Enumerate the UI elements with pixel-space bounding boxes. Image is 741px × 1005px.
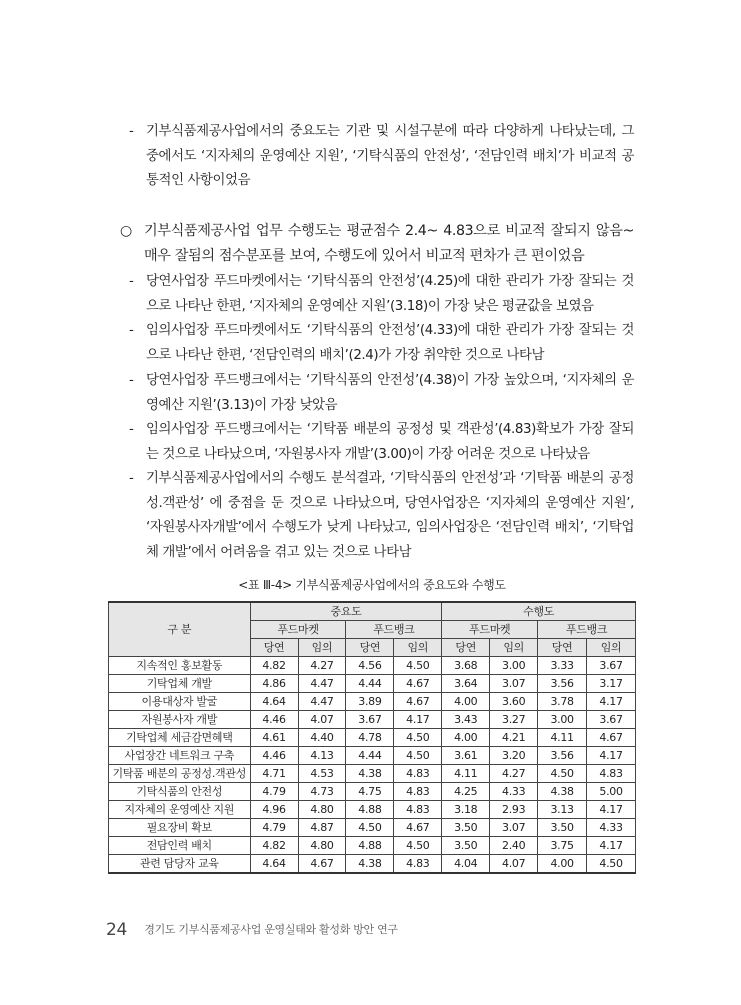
table-cell: 4.13 xyxy=(298,747,346,765)
row-label: 관련 담당자 교육 xyxy=(109,855,251,874)
table-cell: 4.40 xyxy=(298,729,346,747)
table-cell: 4.17 xyxy=(587,801,636,819)
performance-summary xyxy=(120,219,634,269)
table-cell: 4.71 xyxy=(250,765,298,783)
table-cell: 4.53 xyxy=(298,765,346,783)
row-label: 지자체의 운영예산 지원 xyxy=(109,801,251,819)
table-cell: 3.07 xyxy=(490,675,538,693)
table-cell: 3.43 xyxy=(442,711,490,729)
table-cell: 4.64 xyxy=(250,693,298,711)
table-cell: 3.60 xyxy=(490,693,538,711)
table-cell: 3.17 xyxy=(587,675,636,693)
table-cell: 4.67 xyxy=(394,819,442,837)
page-footer xyxy=(106,920,398,940)
table-cell: 4.64 xyxy=(250,855,298,874)
col-imui: 임의 xyxy=(298,639,346,657)
table-cell: 4.83 xyxy=(394,855,442,874)
table-cell: 4.46 xyxy=(250,747,298,765)
table-row xyxy=(109,855,636,874)
row-label: 필요장비 확보 xyxy=(109,819,251,837)
table-cell: 4.00 xyxy=(442,729,490,747)
header-performance-bank: 푸드뱅크 xyxy=(538,621,636,639)
table-cell: 4.67 xyxy=(587,729,636,747)
table-cell: 4.50 xyxy=(587,855,636,874)
table-cell: 3.33 xyxy=(538,657,587,675)
row-label: 지속적인 홍보활동 xyxy=(109,657,251,675)
table-cell: 3.50 xyxy=(442,819,490,837)
dash-marker: - xyxy=(129,373,134,388)
table-cell: 3.27 xyxy=(490,711,538,729)
row-label: 기탁품 배분의 공정성.객관성 xyxy=(109,765,251,783)
performance-summary-text: 기부식품제공사업 업무 수행도는 평균점수 2.4~ 4.83으로 비교적 잘되지 않음~ 매우 잘됨의 점수분포를 보여, 수행도에 있어서 비교적 편차가 큰 편이었음 xyxy=(144,223,634,264)
table-cell: 4.83 xyxy=(394,765,442,783)
table-cell: 4.50 xyxy=(346,819,394,837)
header-performance: 수행도 xyxy=(442,602,636,621)
table-row xyxy=(109,675,636,693)
table-cell: 4.50 xyxy=(538,765,587,783)
table-cell: 4.50 xyxy=(394,729,442,747)
table-cell: 4.07 xyxy=(298,711,346,729)
dash-marker: - xyxy=(129,422,134,437)
table-cell: 4.33 xyxy=(490,783,538,801)
table-cell: 4.27 xyxy=(298,657,346,675)
bullet-item xyxy=(129,319,634,368)
bullet-text: 당연사업장 푸드뱅크에서는 ‘기탁식품의 안전성’(4.38)이 가장 높았으며, ‘지자체의 운영예산 지원’(3.13)이 가장 낮았음 xyxy=(146,373,634,413)
table-cell: 4.38 xyxy=(346,765,394,783)
table-cell: 4.17 xyxy=(587,747,636,765)
table-cell: 4.00 xyxy=(442,693,490,711)
table-cell: 5.00 xyxy=(587,783,636,801)
table-cell: 4.82 xyxy=(250,837,298,855)
table-cell: 4.17 xyxy=(587,693,636,711)
table-cell: 4.83 xyxy=(394,801,442,819)
table-cell: 4.00 xyxy=(538,855,587,874)
table-row xyxy=(109,837,636,855)
table-cell: 3.18 xyxy=(442,801,490,819)
dash-marker: - xyxy=(129,274,134,289)
dash-marker: - xyxy=(129,124,134,139)
table-cell: 4.17 xyxy=(587,837,636,855)
table-cell: 3.61 xyxy=(442,747,490,765)
row-label: 이용대상자 발굴 xyxy=(109,693,251,711)
table-cell: 3.68 xyxy=(442,657,490,675)
table-cell: 3.67 xyxy=(587,657,636,675)
table-row xyxy=(109,693,636,711)
table-cell: 4.11 xyxy=(442,765,490,783)
col-imui: 임의 xyxy=(587,639,636,657)
table-cell: 3.56 xyxy=(538,747,587,765)
table-cell: 4.96 xyxy=(250,801,298,819)
table-cell: 4.73 xyxy=(298,783,346,801)
table-cell: 4.75 xyxy=(346,783,394,801)
table-cell: 4.87 xyxy=(298,819,346,837)
bullet-item xyxy=(129,418,634,467)
dash-marker: - xyxy=(129,323,134,338)
table-row xyxy=(109,819,636,837)
table-cell: 4.04 xyxy=(442,855,490,874)
row-label: 전담인력 배치 xyxy=(109,837,251,855)
row-label: 사업장간 네트워크 구축 xyxy=(109,747,251,765)
table-cell: 3.67 xyxy=(587,711,636,729)
importance-performance-table xyxy=(108,601,636,874)
table-cell: 4.80 xyxy=(298,837,346,855)
table-cell: 4.61 xyxy=(250,729,298,747)
bullet-text: 당연사업장 푸드마켓에서는 ‘기탁식품의 안전성’(4.25)에 대한 관리가 가장 잘되는 것으로 나타난 한편, ‘지자체의 운영예산 지원’(3.18)이 가장 낮은 평균값을 보였음 xyxy=(146,274,634,314)
table-cell: 3.64 xyxy=(442,675,490,693)
col-dang: 당연 xyxy=(538,639,587,657)
table-cell: 4.82 xyxy=(250,657,298,675)
row-label: 기탁업체 세금감면혜택 xyxy=(109,729,251,747)
table-row xyxy=(109,801,636,819)
table-cell: 3.67 xyxy=(346,711,394,729)
table-cell: 4.07 xyxy=(490,855,538,874)
header-importance-market: 푸드마켓 xyxy=(250,621,346,639)
table-row xyxy=(109,747,636,765)
table-cell: 4.47 xyxy=(298,675,346,693)
dash-marker: - xyxy=(129,471,134,486)
table-cell: 4.38 xyxy=(538,783,587,801)
table-cell: 4.44 xyxy=(346,675,394,693)
table-cell: 3.13 xyxy=(538,801,587,819)
table-caption: <표 Ⅲ-4> 기부식품제공사업에서의 중요도와 수행도 xyxy=(238,578,506,592)
table-cell: 3.75 xyxy=(538,837,587,855)
table-cell: 4.67 xyxy=(394,675,442,693)
table-row xyxy=(109,657,636,675)
table-cell: 4.88 xyxy=(346,801,394,819)
bullet-item xyxy=(129,369,634,418)
table-cell: 4.88 xyxy=(346,837,394,855)
page-number: 24 xyxy=(106,920,128,940)
table-cell: 4.38 xyxy=(346,855,394,874)
col-dang: 당연 xyxy=(346,639,394,657)
col-imui: 임의 xyxy=(490,639,538,657)
bullet-item xyxy=(129,467,634,565)
table-cell: 4.56 xyxy=(346,657,394,675)
table-cell: 4.25 xyxy=(442,783,490,801)
table-corner-header: 구 분 xyxy=(109,602,251,657)
table-cell: 3.00 xyxy=(490,657,538,675)
table-cell: 4.86 xyxy=(250,675,298,693)
table-cell: 4.78 xyxy=(346,729,394,747)
table-cell: 4.79 xyxy=(250,819,298,837)
col-imui: 임의 xyxy=(394,639,442,657)
row-label: 기탁업체 개발 xyxy=(109,675,251,693)
table-cell: 4.21 xyxy=(490,729,538,747)
table-cell: 4.83 xyxy=(394,783,442,801)
table-cell: 4.67 xyxy=(298,855,346,874)
table-cell: 2.40 xyxy=(490,837,538,855)
bullet-text: 기부식품제공사업에서의 수행도 분석결과, ‘기탁식품의 안전성’과 ‘기탁품 배분의 공정성.객관성’ 에 중점을 둔 것으로 나타났으며, 당연사업장은 ‘지자체의 운영예산 지원’, ‘자원봉사자개발’에서 수행도가 낮게 나타났고, 임의사업장은 ‘전담인력 배치’, ‘기탁업체 개발’에서 어려움을 겪고 있는 것으로 나타남 xyxy=(146,471,634,560)
table-cell: 4.27 xyxy=(490,765,538,783)
running-title: 경기도 기부식품제공사업 운영실태와 활성화 방안 연구 xyxy=(144,923,398,936)
header-importance: 중요도 xyxy=(250,602,442,621)
row-label: 기탁식품의 안전성 xyxy=(109,783,251,801)
table-row xyxy=(109,783,636,801)
table-row xyxy=(109,711,636,729)
table-cell: 4.50 xyxy=(394,837,442,855)
table-cell: 4.50 xyxy=(394,657,442,675)
header-performance-market: 푸드마켓 xyxy=(442,621,538,639)
table-row xyxy=(109,765,636,783)
table-cell: 4.11 xyxy=(538,729,587,747)
bullet-text: 임의사업장 푸드뱅크에서는 ‘기탁품 배분의 공정성 및 객관성’(4.83)확보가 가장 잘되는 것으로 나타났으며, ‘자원봉사자 개발’(3.00)이 가장 어려운 것으로 나타났음 xyxy=(146,422,634,462)
table-cell: 3.50 xyxy=(538,819,587,837)
table-cell: 4.44 xyxy=(346,747,394,765)
bullet-text: 임의사업장 푸드마켓에서도 ‘기탁식품의 안전성’(4.33)에 대한 관리가 가장 잘되는 것으로 나타난 한편, ‘전담인력의 배치’(2.4)가 가장 취약한 것으로 나타남 xyxy=(146,323,634,363)
table-cell: 4.50 xyxy=(394,747,442,765)
table-cell: 4.33 xyxy=(587,819,636,837)
col-dang: 당연 xyxy=(442,639,490,657)
intro-bullet-text: 기부식품제공사업에서의 중요도는 기관 및 시설구분에 따라 다양하게 나타났는데, 그 중에서도 ‘지자체의 운영예산 지원’, ‘기탁식품의 안전성’, ‘전담인력 배치’가 비교적 공통적인 사항이었음 xyxy=(146,124,634,188)
table-cell: 3.00 xyxy=(538,711,587,729)
table-cell: 3.20 xyxy=(490,747,538,765)
table-cell: 4.17 xyxy=(394,711,442,729)
table-cell: 4.83 xyxy=(587,765,636,783)
table-cell: 3.50 xyxy=(442,837,490,855)
table-cell: 3.78 xyxy=(538,693,587,711)
col-dang: 당연 xyxy=(250,639,298,657)
table-row xyxy=(109,729,636,747)
intro-bullet xyxy=(129,120,634,194)
table-cell: 3.07 xyxy=(490,819,538,837)
table-cell: 4.47 xyxy=(298,693,346,711)
table-cell: 2.93 xyxy=(490,801,538,819)
row-label: 자원봉사자 개발 xyxy=(109,711,251,729)
table-cell: 3.56 xyxy=(538,675,587,693)
header-importance-bank: 푸드뱅크 xyxy=(346,621,442,639)
bullet-item xyxy=(129,270,634,319)
circle-marker: ○ xyxy=(120,223,132,239)
table-cell: 4.67 xyxy=(394,693,442,711)
table-cell: 4.80 xyxy=(298,801,346,819)
table-cell: 4.46 xyxy=(250,711,298,729)
table-cell: 3.89 xyxy=(346,693,394,711)
table-cell: 4.79 xyxy=(250,783,298,801)
